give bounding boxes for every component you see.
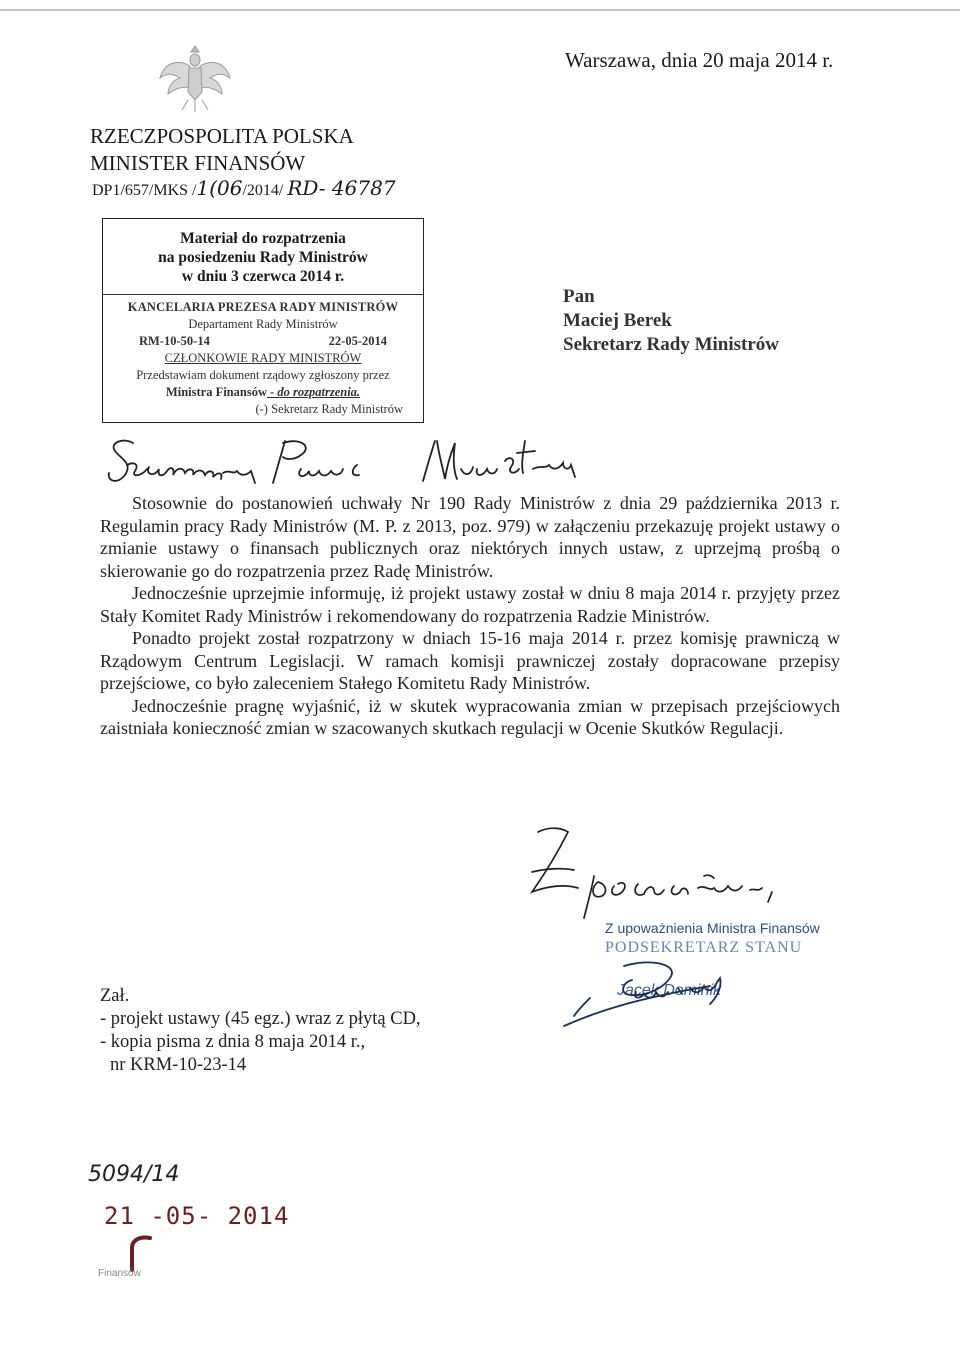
signature-authorization: Z upoważnienia Ministra Finansów bbox=[605, 920, 820, 936]
handwritten-signature bbox=[560, 958, 750, 1028]
chancellery-stamp bbox=[103, 299, 423, 418]
registry-number: 5094/14 bbox=[88, 1162, 180, 1187]
attachment-item-2: - kopia pisma z dnia 8 maja 2014 r., bbox=[100, 1032, 366, 1052]
sender-block bbox=[90, 123, 354, 177]
material-line-3: w dniu 3 czerwca 2014 r. bbox=[181, 268, 345, 285]
registry-date: 21 -05- 2014 bbox=[104, 1202, 290, 1230]
attachment-item-1: - projekt ustawy (45 egz.) wraz z płytą CD, bbox=[100, 1009, 421, 1029]
body-paragraph-4: Jednocześnie pragnę wyjaśnić, iż w skutek wypracowania zmian w przepisach przejściowych zaistniała konieczność zmian w szacowanych skutkach regulacji w Ocenie Skutków Regulacji. bbox=[100, 695, 840, 738]
attachment-item-3: nr KRM-10-23-14 bbox=[110, 1055, 247, 1075]
chancellery-title: KANCELARIA PREZESA RADY MINISTRÓW bbox=[127, 300, 399, 314]
chancellery-members: CZŁONKOWIE RADY MINISTRÓW bbox=[164, 351, 362, 365]
handwritten-salutation bbox=[105, 435, 705, 495]
addressee-position: Sekretarz Rady Ministrów bbox=[563, 334, 780, 355]
reference-number bbox=[92, 176, 396, 200]
registry-stamp-mark bbox=[70, 1158, 290, 1308]
chancellery-number-date bbox=[103, 333, 423, 350]
material-line-1: Materiał do rozpatrzenia bbox=[180, 230, 346, 247]
handwritten-closing bbox=[528, 822, 788, 922]
body-paragraph-1: Stosownie do postanowień uchwały Nr 190 Rady Ministrów z dnia 29 października 2013 r. Regulamin pracy Rady Ministrów (M. P. z 2013, poz. 979) w załączeniu przekazuję projekt ustawy o zmianie ustawy o finansach publicznych oraz niektórych innych ustaw, z uprzejmą prośbą o skierowanie go do rozpatrzenia przez Radę Ministrów. bbox=[100, 493, 840, 581]
reference-printed: DP1/657/MKS / bbox=[92, 182, 197, 199]
addressee-title: Pan bbox=[563, 286, 595, 307]
reference-handwritten-2: RD- 46787 bbox=[287, 176, 396, 200]
chancellery-department: Departament Rady Ministrów bbox=[188, 317, 338, 331]
top-border-line bbox=[0, 0, 960, 4]
material-line-2: na posiedzeniu Rady Ministrów bbox=[158, 249, 368, 266]
signature-name: Jacek Dominik bbox=[617, 982, 722, 999]
attachments-label: Zał. bbox=[100, 986, 130, 1006]
chancellery-minister bbox=[103, 384, 423, 401]
reference-handwritten: 1(06 bbox=[196, 176, 243, 200]
material-stamp-box bbox=[102, 218, 424, 423]
attachments-block bbox=[100, 985, 421, 1077]
material-notice bbox=[103, 219, 423, 295]
chancellery-presenting: Przedstawiam dokument rządowy zgłoszony przez bbox=[136, 368, 390, 382]
sender-minister: MINISTER FINANSÓW bbox=[90, 151, 306, 175]
chancellery-date: 22-05-2014 bbox=[328, 334, 387, 348]
body-paragraph-2: Jednocześnie uprzejmie informuję, iż projekt ustawy został w dniu 8 maja 2014 r. przyjęty przez Stały Komitet Rady Ministrów i rekomendowany do rozpatrzenia Radzie Ministrów. bbox=[100, 583, 840, 626]
polish-eagle-emblem-icon bbox=[156, 38, 234, 116]
addressee-name: Maciej Berek bbox=[563, 310, 672, 331]
chancellery-number: RM-10-50-14 bbox=[139, 334, 210, 348]
chancellery-signature: (-) Sekretarz Rady Ministrów bbox=[255, 402, 403, 416]
chancellery-minister-action: - do rozpatrzenia. bbox=[266, 385, 361, 399]
chancellery-minister-name: Ministra Finansów bbox=[165, 385, 267, 399]
sender-country: RZECZPOSPOLITA POLSKA bbox=[90, 124, 354, 148]
signature-position: PODSEKRETARZ STANU bbox=[605, 939, 803, 956]
letter-body bbox=[100, 492, 840, 740]
registry-footer: Finansów bbox=[98, 1268, 141, 1279]
reference-year: /2014/ bbox=[242, 182, 284, 199]
letter-date: Warszawa, dnia 20 maja 2014 r. bbox=[565, 48, 834, 72]
body-paragraph-3: Ponadto projekt został rozpatrzony w dniach 15-16 maja 2014 r. przez komisję prawniczą w Rządowym Centrum Legislacji. W ramach komisji prawniczej zostały dopracowane przepisy przejściowe, co było zaleceniem Stałego Komitetu Rady Ministrów. bbox=[100, 628, 840, 693]
addressee-block bbox=[563, 285, 779, 357]
